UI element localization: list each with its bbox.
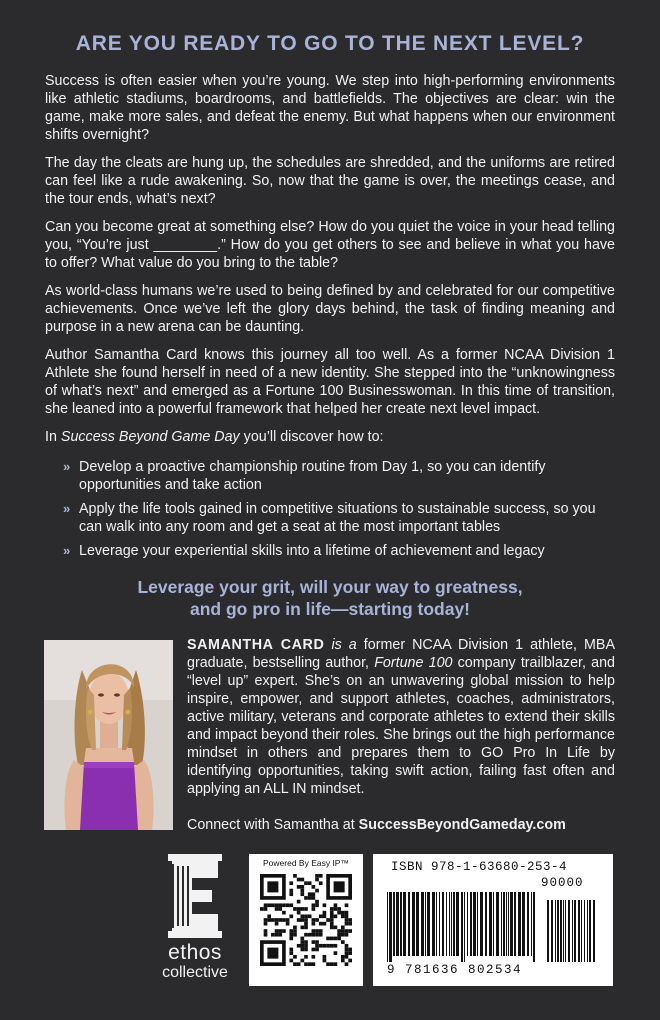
barcode-panel — [373, 854, 613, 986]
list-item — [63, 500, 615, 536]
benefit-list — [45, 458, 615, 560]
author-photo — [44, 640, 173, 830]
tagline-line-2: and go pro in life—starting today! — [190, 599, 470, 619]
bio-text-1: former NCAA Division 1 athlete, MBA graduate, bestselling author, — [187, 637, 616, 671]
paragraph-2: The day the cleats are hung up, the schedules are shredded, and the uniforms are retired can feel like a rude awakening. So, now that the game is over, the meetings cease, and the tour ends, what’s next? — [45, 155, 615, 207]
paragraph-3: Can you become great at something else? How do you quiet the voice in your head telling you, “You’re just ________.” How do you get others to see and believe in what you have to offer? What value do you bring to the table? — [45, 219, 615, 271]
price-code: 90000 — [541, 876, 584, 890]
qr-code-panel — [249, 854, 363, 986]
intro-prefix: In — [45, 429, 61, 445]
paragraph-4: As world-class humans we’re used to being defined by and celebrated for our competitive achievements. Once we’ve left the glory days behind, the task of finding meaning and purpose in a new arena can be daunting. — [45, 283, 615, 335]
bio-is-a: is a — [331, 637, 357, 653]
qr-caption: Powered By Easy IP™ — [263, 858, 349, 868]
bio-text-2: company trailblazer, and “level up” expert. She’s on an unwavering global mission to help inspire, empower, and support athletes, coaches, administrators, active military, veterans and corporate athletes to extend their skills and impact beyond their roles. She brings out the high performance mindset in others and prepares them to GO Pro In Life by identifying opportunities, taking swift action, failing fast often and applying an ALL IN mindset. — [187, 655, 615, 797]
qr-code-icon[interactable] — [260, 874, 352, 966]
publisher-logo — [150, 854, 240, 989]
publisher-name-line-1: ethos — [168, 941, 222, 964]
paragraph-1: Success is often easier when you’re young. We step into high-performing environments like athletic stadiums, boardrooms, and battlefields. The objectives are clear: win the game, make more sales, and defeat the enemy. But what happens when our environment shifts overnight? — [45, 73, 615, 143]
isbn-text: ISBN 978-1-63680-253-4 — [391, 860, 568, 874]
list-item — [63, 458, 615, 494]
intro-line — [45, 428, 615, 446]
website-link[interactable]: SuccessBeyondGameday.com — [358, 817, 566, 833]
paragraph-5: Author Samantha Card knows this journey all too well. As a former NCAA Division 1 Athlete she found herself in need of a new identity. She stepped into the “unknowingness of what’s next” and emerged as a Fortune 100 Businesswoman. In this time of transition, she leaned into a powerful framework that helped her create next level impact. — [45, 347, 615, 417]
bullet-text: Apply the life tools gained in competitive situations to sustainable success, so you can walk into any room and get a seat at the most important tables — [79, 501, 596, 535]
tagline-line-1: Leverage your grit, will your way to greatness, — [137, 577, 523, 597]
tagline — [0, 576, 660, 620]
barcode-icon — [387, 892, 599, 962]
connect-prefix: Connect with Samantha at — [187, 817, 359, 833]
author-name: SAMANTHA CARD — [187, 637, 325, 653]
bullet-marker: » — [63, 543, 71, 558]
bullet-text: Develop a proactive championship routine from Day 1, so you can identify opportunities and take action — [79, 459, 546, 493]
intro-suffix: you’ll discover how to: — [239, 429, 384, 445]
bio-fortune: Fortune 100 — [374, 655, 453, 671]
author-portrait-illustration — [44, 640, 173, 830]
bullet-marker: » — [63, 459, 71, 474]
bullet-marker: » — [63, 501, 71, 516]
bullet-text: Leverage your experiential skills into a lifetime of achievement and legacy — [79, 543, 545, 559]
publisher-name-line-2: collective — [162, 964, 228, 981]
body-copy — [45, 72, 615, 566]
list-item — [63, 542, 615, 560]
author-bio — [187, 636, 615, 798]
headline: ARE YOU READY TO GO TO THE NEXT LEVEL? — [75, 32, 585, 55]
barcode-digits: 9 781636 802534 — [387, 963, 523, 977]
ethos-e-logo-icon — [168, 854, 222, 938]
connect-line — [187, 817, 615, 833]
book-title: Success Beyond Game Day — [60, 429, 240, 445]
